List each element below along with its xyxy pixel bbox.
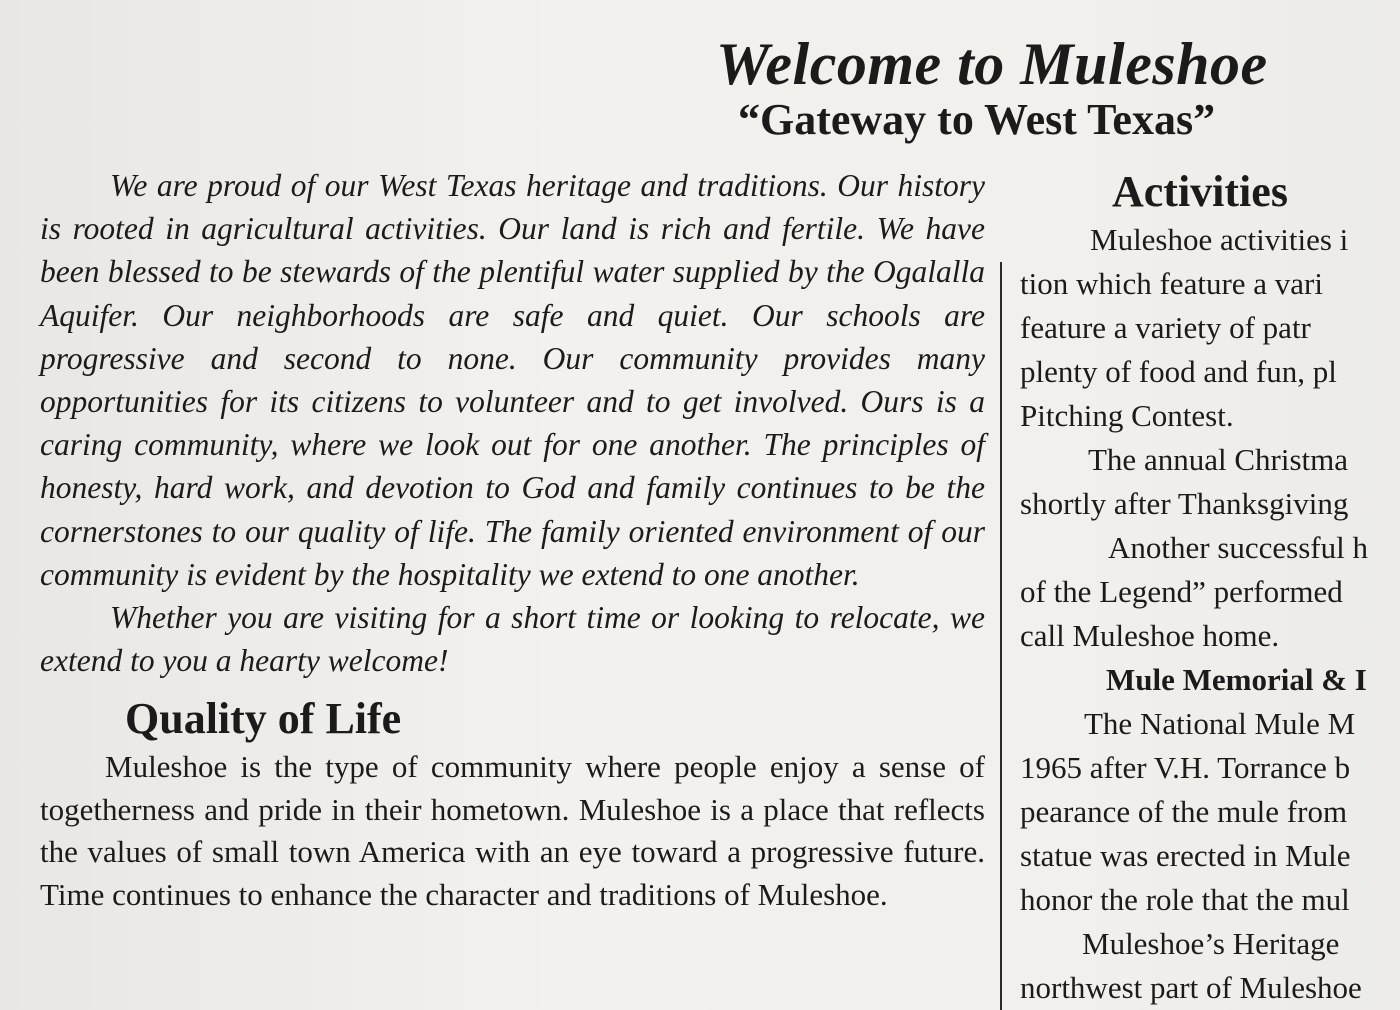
intro-section [40,164,985,682]
intro-paragraph: Whether you are visiting for a short time or looking to relocate, we extend to you a hearty welcome! [40,600,985,679]
activities-line: of the Legend” performed [1020,574,1343,609]
activities-line: Another successful h [1108,530,1368,565]
quality-paragraph: Muleshoe is the type of community where people enjoy a sense of togetherness and pride in their hometown. Muleshoe is a place that reflects the values of small town America with an eye toward a progressive future. Time continues to enhance the character and traditions of Muleshoe. [40,749,985,912]
page-subtitle: “Gateway to West Texas” [738,95,1216,144]
memorial-line: 1965 after V.H. Torrance b [1020,750,1351,785]
memorial-line: Muleshoe’s Heritage [1082,926,1340,961]
mule-memorial-subheading: Mule Memorial & I [1106,662,1367,697]
activities-heading: Activities [1112,167,1288,216]
right-column [1020,166,1400,1010]
memorial-line: pearance of the mule from [1020,794,1348,829]
activities-line: Pitching Contest. [1020,398,1234,433]
activities-line: call Muleshoe home. [1020,618,1280,653]
activities-line: The annual Christma [1088,442,1348,477]
activities-line: Muleshoe activities i [1090,222,1349,257]
column-divider [1000,262,1002,1010]
memorial-line: statue was erected in Mule [1020,838,1351,873]
quality-of-life-section [40,746,985,916]
page-title: Welcome to Muleshoe [716,31,1268,97]
memorial-line: The National Mule M [1084,706,1356,741]
memorial-line: northwest part of Muleshoe [1020,970,1362,1005]
intro-paragraph: We are proud of our West Texas heritage and traditions. Our history is rooted in agricultural activities. Our land is rich and fertile. We have been blessed to be stewards of the plentiful water supplied by the Ogalalla Aquifer. Our neighborhoods are safe and quiet. Our schools are progressive and second to none. Our community provides many opportunities for its citizens to volunteer and to get involved. Ours is a caring community, where we look out for one another. The principles of honesty, hard work, and devotion to God and family continues to be the cornerstones to our quality of life. The family oriented environment of our community is evident by the hospitality we extend to one another. [40,168,985,592]
left-column [40,164,985,916]
activities-line: plenty of food and fun, pl [1020,354,1337,389]
activities-line: feature a variety of patr [1020,310,1311,345]
activities-line: shortly after Thanksgiving [1020,486,1349,521]
quality-of-life-heading: Quality of Life [125,694,402,744]
memorial-line: honor the role that the mul [1020,882,1350,917]
activities-line: tion which feature a vari [1020,266,1323,301]
